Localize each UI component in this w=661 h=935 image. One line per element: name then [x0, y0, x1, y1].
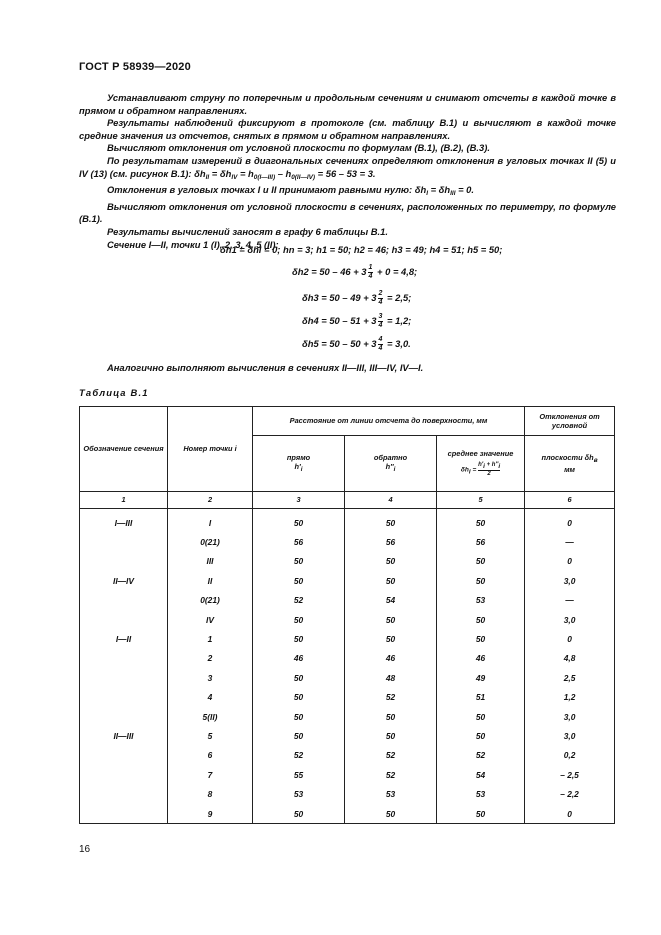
- cell-point: 2: [168, 649, 253, 668]
- table-row: [80, 509, 615, 533]
- cell-mean: 50: [437, 707, 525, 726]
- cell-forward: 50: [253, 726, 345, 745]
- cell-deviation: 1,2: [525, 688, 615, 707]
- cell-point: 9: [168, 804, 253, 824]
- cell-forward: 50: [253, 668, 345, 687]
- cell-mean: 50: [437, 509, 525, 533]
- cell-backward: 50: [345, 707, 437, 726]
- cell-deviation: 0: [525, 629, 615, 648]
- cell-point: I: [168, 509, 253, 533]
- cell-deviation: 3,0: [525, 707, 615, 726]
- cell-backward: 48: [345, 668, 437, 687]
- cell-forward: 50: [253, 610, 345, 629]
- col-number-3: 3: [253, 492, 345, 509]
- cell-forward: 50: [253, 552, 345, 571]
- paragraph-7: Результаты вычислений заносят в графу 6 таблицы В.1.: [107, 225, 388, 237]
- table-header: [80, 407, 615, 509]
- header-forward: прямо h′i: [253, 436, 345, 492]
- table-row: [80, 629, 615, 648]
- header-distance: Расстояние от линии отсчета до поверхности, мм: [253, 407, 525, 436]
- cell-backward: 50: [345, 610, 437, 629]
- cell-section: [80, 688, 168, 707]
- table-caption: Таблица В.1: [79, 387, 149, 398]
- cell-deviation: 0: [525, 804, 615, 824]
- paragraph-2: Результаты наблюдений фиксируют в протоколе (см. таблицу В.1) и вычисляют в каждой точке средние значения из отсчетов, снятых в прямом и обратном направлениях.: [79, 117, 616, 141]
- cell-point: 5: [168, 726, 253, 745]
- cell-section: [80, 591, 168, 610]
- cell-section: [80, 668, 168, 687]
- cell-section: II—IV: [80, 571, 168, 590]
- cell-backward: 52: [345, 688, 437, 707]
- cell-forward: 50: [253, 509, 345, 533]
- table-row: [80, 610, 615, 629]
- cell-forward: 56: [253, 532, 345, 551]
- cell-forward: 50: [253, 707, 345, 726]
- table-row: [80, 688, 615, 707]
- cell-forward: 52: [253, 746, 345, 765]
- cell-backward: 50: [345, 804, 437, 824]
- cell-section: II—III: [80, 726, 168, 745]
- body-text-after: [79, 362, 616, 375]
- cell-backward: 50: [345, 552, 437, 571]
- col-number-4: 4: [345, 492, 437, 509]
- cell-backward: 50: [345, 726, 437, 745]
- cell-forward: 53: [253, 784, 345, 803]
- equation-1: δh1 = δhI = 0; hn = 3; h1 = 50; h2 = 46; h3 = 49; h4 = 51; h5 = 50;: [220, 244, 503, 255]
- paragraph-9: Аналогично выполняют вычисления в сечениях II—III, III—IV, IV—I.: [107, 362, 424, 373]
- cell-section: [80, 746, 168, 765]
- cell-mean: 53: [437, 784, 525, 803]
- cell-mean: 49: [437, 668, 525, 687]
- paragraph-5: Отклонения в угловых точках I и II принимают равными нулю: $\delta h_I = \delta h_{III} = 0$.: [107, 184, 474, 198]
- cell-section: I—II: [80, 629, 168, 648]
- cell-deviation: 0: [525, 509, 615, 533]
- cell-backward: 53: [345, 784, 437, 803]
- cell-forward: 50: [253, 688, 345, 707]
- cell-backward: 50: [345, 509, 437, 533]
- table-row: [80, 649, 615, 668]
- table-row: [80, 784, 615, 803]
- cell-point: 3: [168, 668, 253, 687]
- cell-mean: 52: [437, 746, 525, 765]
- col-number-6: 6: [525, 492, 615, 509]
- table-row: [80, 765, 615, 784]
- table-row: [80, 591, 615, 610]
- table-row: [80, 746, 615, 765]
- cell-backward: 56: [345, 532, 437, 551]
- paragraph-6: Вычисляют отклонения от условной плоскости в сечениях, расположенных по периметру, по формуле (В.1).: [79, 200, 616, 225]
- page-number: 16: [79, 844, 91, 855]
- cell-point: IV: [168, 610, 253, 629]
- col-number-1: 1: [80, 492, 168, 509]
- cell-backward: 54: [345, 591, 437, 610]
- cell-point: 7: [168, 765, 253, 784]
- cell-mean: 51: [437, 688, 525, 707]
- equation-5: δh5 = 50 – 50 + 3 $\frac{4}{4}$ = 3,0.: [302, 336, 411, 352]
- cell-point: 1: [168, 629, 253, 648]
- cell-backward: 50: [345, 571, 437, 590]
- cell-forward: 55: [253, 765, 345, 784]
- header-deviation: Отклонения от условной: [525, 407, 615, 436]
- body-text: [79, 92, 616, 251]
- paragraph-1: Устанавливают струну по поперечным и продольным сечениям и снимают отсчеты в каждой точке в прямом и обратном направлениях.: [79, 92, 616, 116]
- col-number-5: 5: [437, 492, 525, 509]
- table-b1: [79, 406, 615, 824]
- equation-4: δh4 = 50 – 51 + 3 $\frac{3}{4}$ = 1,2;: [302, 313, 412, 329]
- header-mean: среднее значение δhi = $\frac{h'i + h''i}{2}$: [437, 436, 525, 492]
- header-plane: плоскости δhв мм: [525, 436, 615, 492]
- cell-point: 4: [168, 688, 253, 707]
- cell-section: I—III: [80, 509, 168, 533]
- table-row: [80, 707, 615, 726]
- cell-point: 5(II): [168, 707, 253, 726]
- cell-forward: 52: [253, 591, 345, 610]
- document-header: ГОСТ Р 58939—2020: [79, 61, 191, 73]
- paragraph-4: По результатам измерений в диагональных сечениях определяют отклонения в угловых точках II (5) и IV (13) (см. рисунок В.1): $\delta h_{II} = \delta h_{IV} = h_{0(I—III)} - h_{0(II—IV)} = 56 - 53 = 3$.: [79, 154, 616, 181]
- cell-section: [80, 784, 168, 803]
- paragraph-3: Вычисляют отклонения от условной плоскости по формулам (В.1), (В.2), (В.3).: [107, 142, 490, 154]
- cell-deviation: 0,2: [525, 746, 615, 765]
- cell-mean: 50: [437, 610, 525, 629]
- table-row: [80, 726, 615, 745]
- cell-deviation: – 2,2: [525, 784, 615, 803]
- cell-section: [80, 765, 168, 784]
- cell-mean: 50: [437, 804, 525, 824]
- cell-mean: 56: [437, 532, 525, 551]
- cell-point: II: [168, 571, 253, 590]
- cell-mean: 50: [437, 629, 525, 648]
- cell-deviation: 3,0: [525, 571, 615, 590]
- table-row: [80, 668, 615, 687]
- cell-deviation: 0: [525, 552, 615, 571]
- cell-mean: 50: [437, 571, 525, 590]
- cell-point: 8: [168, 784, 253, 803]
- cell-section: [80, 532, 168, 551]
- cell-section: [80, 804, 168, 824]
- cell-mean: 50: [437, 726, 525, 745]
- table-row: [80, 804, 615, 824]
- cell-backward: 52: [345, 765, 437, 784]
- cell-deviation: 3,0: [525, 726, 615, 745]
- cell-deviation: 3,0: [525, 610, 615, 629]
- header-backward: обратно h″i: [345, 436, 437, 492]
- cell-forward: 50: [253, 804, 345, 824]
- cell-forward: 50: [253, 571, 345, 590]
- col-number-2: 2: [168, 492, 253, 509]
- cell-point: 0(21): [168, 591, 253, 610]
- cell-section: [80, 707, 168, 726]
- cell-deviation: —: [525, 591, 615, 610]
- cell-forward: 46: [253, 649, 345, 668]
- table-row: [80, 552, 615, 571]
- equation-2: δh2 = 50 – 46 + 3 $\frac{1}{4}$ + 0 = 4,8;: [292, 264, 418, 280]
- cell-section: [80, 649, 168, 668]
- header-point: Номер точки i: [168, 407, 253, 492]
- cell-point: 0(21): [168, 532, 253, 551]
- cell-deviation: 4,8: [525, 649, 615, 668]
- cell-deviation: 2,5: [525, 668, 615, 687]
- cell-forward: 50: [253, 629, 345, 648]
- cell-backward: 52: [345, 746, 437, 765]
- cell-point: III: [168, 552, 253, 571]
- cell-mean: 53: [437, 591, 525, 610]
- cell-mean: 46: [437, 649, 525, 668]
- cell-point: 6: [168, 746, 253, 765]
- header-section: Обозначение сечения: [80, 407, 168, 492]
- cell-backward: 50: [345, 629, 437, 648]
- cell-section: [80, 552, 168, 571]
- cell-mean: 50: [437, 552, 525, 571]
- table-row: [80, 532, 615, 551]
- cell-mean: 54: [437, 765, 525, 784]
- cell-backward: 46: [345, 649, 437, 668]
- equation-3: δh3 = 50 – 49 + 3 $\frac{2}{4}$ = 2,5;: [302, 290, 412, 306]
- paragraph-8: Сечение I—II, точки 1 (I), 2, 3, 4, 5 (II):: [107, 238, 279, 250]
- table-body: [80, 509, 615, 824]
- cell-deviation: – 2,5: [525, 765, 615, 784]
- cell-deviation: —: [525, 532, 615, 551]
- cell-section: [80, 610, 168, 629]
- table-row: [80, 571, 615, 590]
